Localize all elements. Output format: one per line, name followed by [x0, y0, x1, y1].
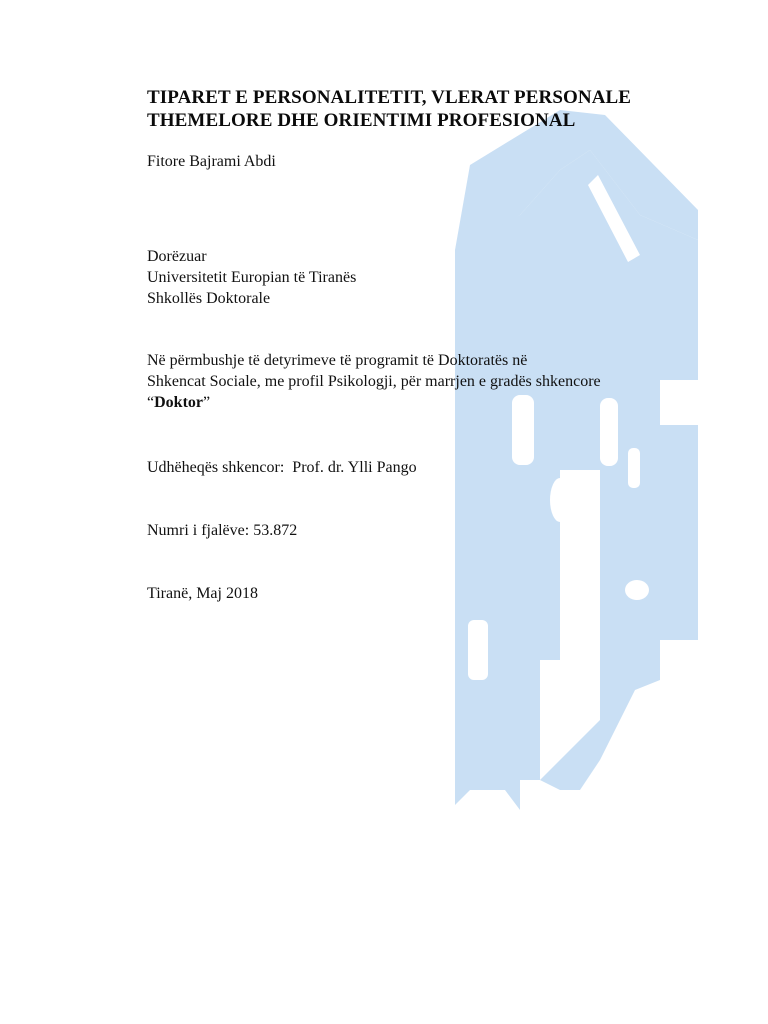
thesis-title-line-1: TIPARET E PERSONALITETIT, VLERAT PERSONALE: [147, 87, 632, 108]
author-name: Fitore Bajrami Abdi: [147, 153, 276, 170]
advisor-line: Udhëheqës shkencor: Prof. dr. Ylli Pango: [147, 459, 417, 476]
submitted-label: Dorëzuar: [147, 248, 207, 265]
fulfillment-block: [147, 350, 707, 413]
fulfillment-line-1: Në përmbushje të detyrimeve të programit të Doktoratës në: [147, 352, 528, 369]
degree-line: [147, 392, 707, 413]
degree-name: Doktor: [154, 394, 203, 411]
submission-block: [147, 246, 707, 309]
degree-open-quote: “: [147, 394, 155, 411]
word-count: Numri i fjalëve: 53.872: [147, 522, 298, 539]
title-page-content: [147, 86, 707, 604]
fulfillment-line-2: Shkencat Sociale, me profil Psikologji, për marrjen e gradës shkencore: [147, 373, 601, 390]
university-name: Universitetit Europian të Tiranës: [147, 269, 357, 286]
school-name: Shkollës Doktorale: [147, 290, 271, 307]
thesis-title-line-2: THEMELORE DHE ORIENTIMI PROFESIONAL: [147, 110, 576, 131]
place-date: Tiranë, Maj 2018: [147, 585, 258, 602]
degree-close-quote: ”: [203, 394, 211, 411]
